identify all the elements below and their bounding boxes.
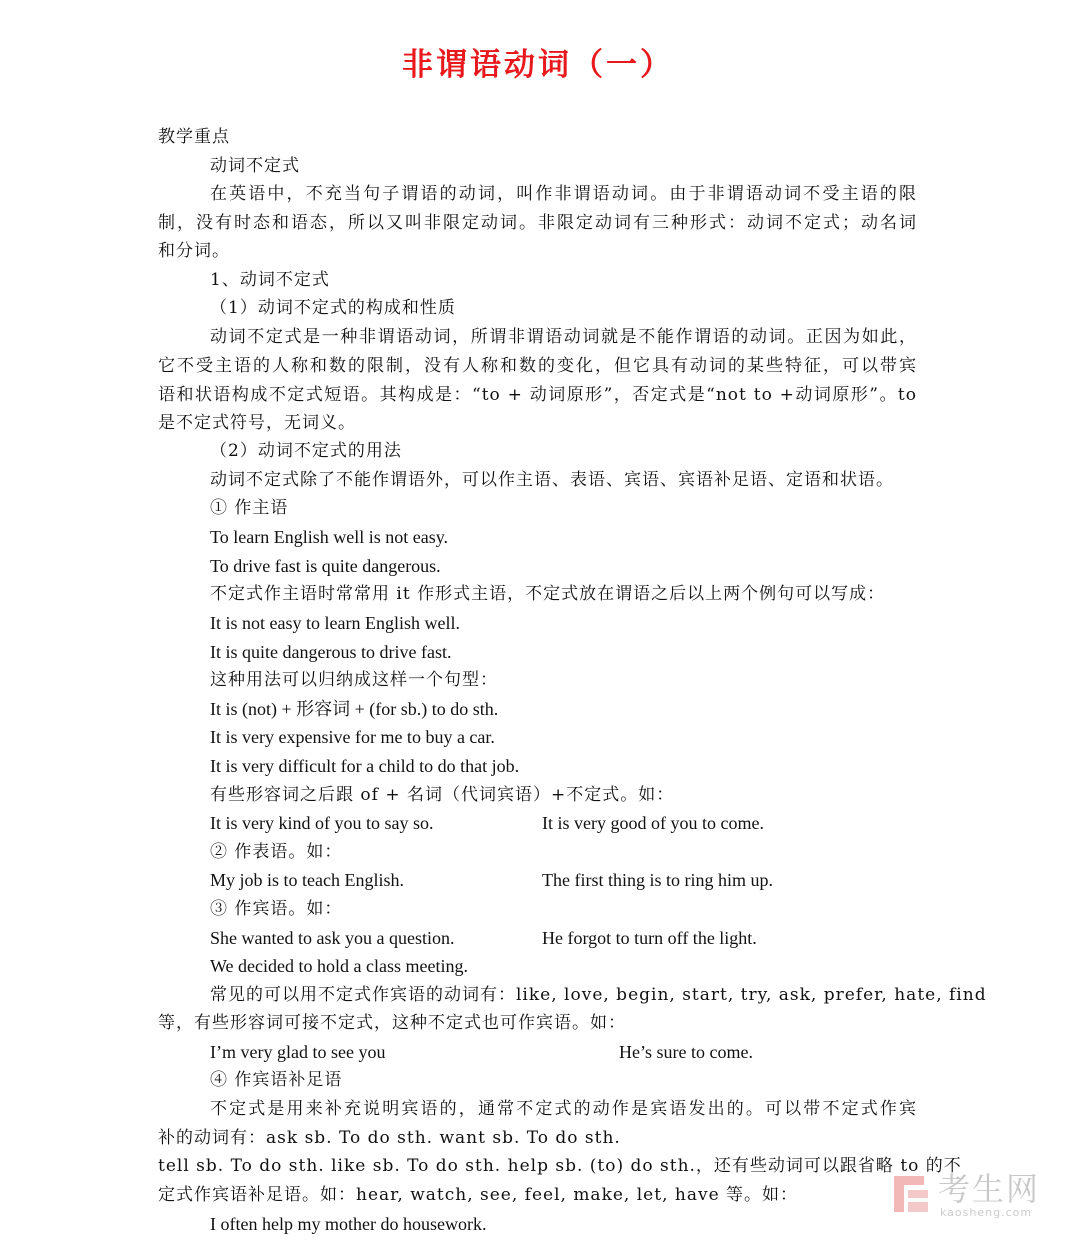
example-sentence: I’m very glad to see you: [210, 1042, 386, 1062]
usage-heading: ④ 作宾语补足语: [210, 1070, 343, 1090]
numbered-subheading: （1）动词不定式的构成和性质: [210, 298, 456, 318]
example-sentence: It is very kind of you to say so.: [210, 813, 434, 833]
paragraph-line: 这种用法可以归纳成这样一个句型：: [210, 670, 498, 690]
usage-heading: ② 作表语。如：: [210, 842, 343, 862]
kaosheng-watermark: [892, 1170, 1052, 1222]
paragraph-line: 等，有些形容词可接不定式，这种不定式也可作宾语。如：: [158, 1013, 626, 1033]
example-sentence: He forgot to turn off the light.: [542, 928, 757, 948]
paragraph-line: 语和状语构成不定式短语。其构成是：“to + 动词原形”，否定式是“not to +动词原形”。to: [158, 385, 917, 405]
kaosheng-logo-icon: [892, 1172, 932, 1216]
example-sentence: To learn English well is not easy.: [210, 527, 449, 547]
example-sentence: My job is to teach English.: [210, 870, 404, 890]
paragraph-line: 定式作宾语补足语。如：hear, watch, see, feel, make, let, have 等。如：: [158, 1185, 799, 1205]
example-sentence: It is very good of you to come.: [542, 813, 764, 833]
paragraph-line: 在英语中，不充当句子谓语的动词，叫作非谓语动词。由于非谓语动词不受主语的限: [210, 184, 917, 204]
paragraph-line: 动词不定式除了不能作谓语外，可以作主语、表语、宾语、宾语补足语、定语和状语。: [210, 470, 894, 490]
watermark-url: kaosheng.com: [940, 1206, 1033, 1219]
numbered-heading: 1、动词不定式: [210, 270, 330, 290]
example-sentence: I often help my mother do housework.: [210, 1214, 487, 1234]
example-sentence: It is quite dangerous to drive fast.: [210, 642, 452, 662]
example-sentence: The first thing is to ring him up.: [542, 870, 773, 890]
watermark-name: 考生网: [938, 1170, 1041, 1208]
paragraph-line: tell sb. To do sth. like sb. To do sth. help sb. (to) do sth.，还有些动词可以跟省略 to 的不: [158, 1156, 962, 1176]
example-sentence: It is very expensive for me to buy a car.: [210, 727, 495, 747]
example-sentence: It is not easy to learn English well.: [210, 613, 460, 633]
paragraph-line: 动词不定式是一种非谓语动词，所谓非谓语动词就是不能作谓语的动词。正因为如此，: [210, 327, 917, 347]
usage-heading: ③ 作宾语。如：: [210, 899, 343, 919]
paragraph-line: 有些形容词之后跟 of + 名词（代词宾语）+不定式。如：: [210, 785, 675, 805]
paragraph-line: 常见的可以用不定式作宾语的动词有：like, love, begin, start, try, ask, prefer, hate, find: [210, 985, 987, 1005]
paragraph-line: 它不受主语的人称和数的限制，没有人称和数的变化，但它具有动词的某些特征，可以带宾: [158, 356, 917, 376]
subheading: 动词不定式: [210, 156, 300, 176]
page-title: 非谓语动词（一）: [402, 47, 674, 83]
sentence-pattern: It is (not) + 形容词 + (for sb.) to do sth.: [210, 699, 499, 719]
section-heading: 教学重点: [158, 127, 230, 147]
example-sentence: We decided to hold a class meeting.: [210, 956, 468, 976]
paragraph-line: 补的动词有：ask sb. To do sth. want sb. To do sth.: [158, 1128, 621, 1148]
paragraph-line: 不定式作主语时常常用 it 作形式主语，不定式放在谓语之后以上两个例句可以写成：: [210, 584, 886, 604]
paragraph-line: 制，没有时态和语态，所以又叫非限定动词。非限定动词有三种形式：动词不定式；动名词: [158, 213, 917, 233]
example-sentence: He’s sure to come.: [619, 1042, 753, 1062]
paragraph-line: 是不定式符号，无词义。: [158, 413, 356, 433]
example-sentence: She wanted to ask you a question.: [210, 928, 455, 948]
paragraph-line: 和分词。: [158, 241, 230, 261]
example-sentence: It is very difficult for a child to do that job.: [210, 756, 520, 776]
numbered-subheading: （2）动词不定式的用法: [210, 441, 402, 461]
paragraph-line: 不定式是用来补充说明宾语的，通常不定式的动作是宾语发出的。可以带不定式作宾: [210, 1099, 917, 1119]
example-sentence: To drive fast is quite dangerous.: [210, 556, 441, 576]
usage-heading: ① 作主语: [210, 498, 289, 518]
